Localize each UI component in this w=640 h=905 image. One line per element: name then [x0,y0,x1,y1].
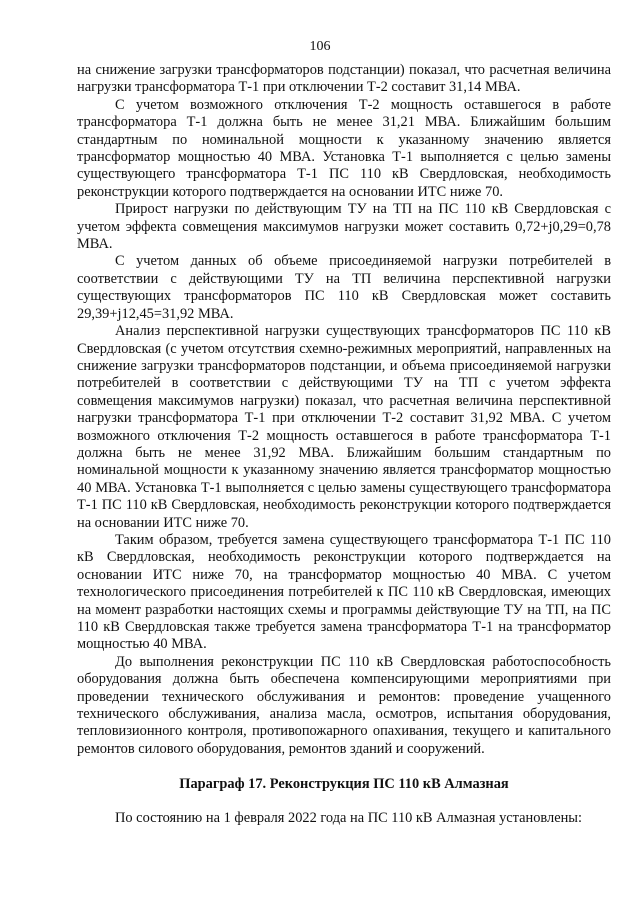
document-body [77,62,611,827]
section-intro-paragraph: По состоянию на 1 февраля 2022 года на ПС 110 кВ Алмазная установлены: [115,809,582,826]
paragraph-continued: на снижение загрузки трансформаторов подстанции) показал, что расчетная величина нагрузки трансформатора Т-1 при отключении Т-2 составит 31,14 МВА. [77,62,611,96]
paragraph: С учетом возможного отключения Т-2 мощность оставшегося в работе трансформатора Т-1 должна быть не менее 31,21 МВА. Ближайшим большим стандартным по номинальной мощности к указанному значению является трансформатор мощностью 40 МВА. Установка Т-1 выполняется с целью замены существующего трансформатора Т-1 ПС 110 кВ Свердловская, необходимость реконструкции которого подтверждается на основании ИТС ниже 70. [77,96,611,200]
paragraph: Таким образом, требуется замена существующего трансформатора Т-1 ПС 110 кВ Свердловская, необходимость реконструкции которого подтверждается на основании ИТС ниже 70, на трансформатор мощностью 40 МВА. С учетом технологического присоединения потребителей к ПС 110 кВ Свердловская, имеющих на момент разработки настоящих схемы и программы действующие ТУ на ТП, на ПС 110 кВ Свердловская также требуется замена трансформатора Т-1 на трансформатор мощностью 40 МВА. [77,531,611,653]
page-number: 106 [309,39,331,54]
paragraph: С учетом данных об объеме присоединяемой нагрузки потребителей в соответствии с действующими ТУ на ТП величина перспективной нагрузки существующих трансформаторов ПС 110 кВ Свердловская может составить 29,39+j12,45=31,92 МВА. [77,253,611,322]
paragraph: Анализ перспективной нагрузки существующих трансформаторов ПС 110 кВ Свердловская (с учетом отсутствия схемно-режимных мероприятий, направленных на снижение загрузки трансформаторов подстанции, и объема присоединяемой нагрузки потребителей в соответствии с действующими ТУ на ТП с учетом эффекта совмещения максимумов нагрузки) показал, что расчетная величина перспективной нагрузки трансформатора Т-1 при отключении Т-2 составит 31,92 МВА. С учетом возможного отключения Т-2 мощность оставшегося в работе трансформатора Т-1 должна быть не менее 31,92 МВА. Ближайшим большим стандартным по номинальной мощности к указанному значению является трансформатор мощностью 40 МВА. Установка Т-1 выполняется с целью замены существующего трансформатора Т-1 ПС 110 кВ Свердловская, необходимость реконструкции которого подтверждается на основании ИТС ниже 70. [77,323,611,531]
section-heading: Параграф 17. Реконструкция ПС 110 кВ Алмазная [179,776,509,793]
paragraph: Прирост нагрузки по действующим ТУ на ТП на ПС 110 кВ Свердловская с учетом эффекта совмещения максимумов нагрузки может составить 0,72+j0,29=0,78 МВА. [77,201,611,253]
paragraph: До выполнения реконструкции ПС 110 кВ Свердловская работоспособность оборудования должна быть обеспечена компенсирующими мероприятиями при проведении технического обслуживания и ремонтов: проведение учащенного технического обслуживания, анализа масла, осмотров, испытания оборудования, тепловизионного контроля, противопожарного опахивания, текущего и капитального ремонтов силового оборудования, ремонтов зданий и сооружений. [77,653,611,757]
